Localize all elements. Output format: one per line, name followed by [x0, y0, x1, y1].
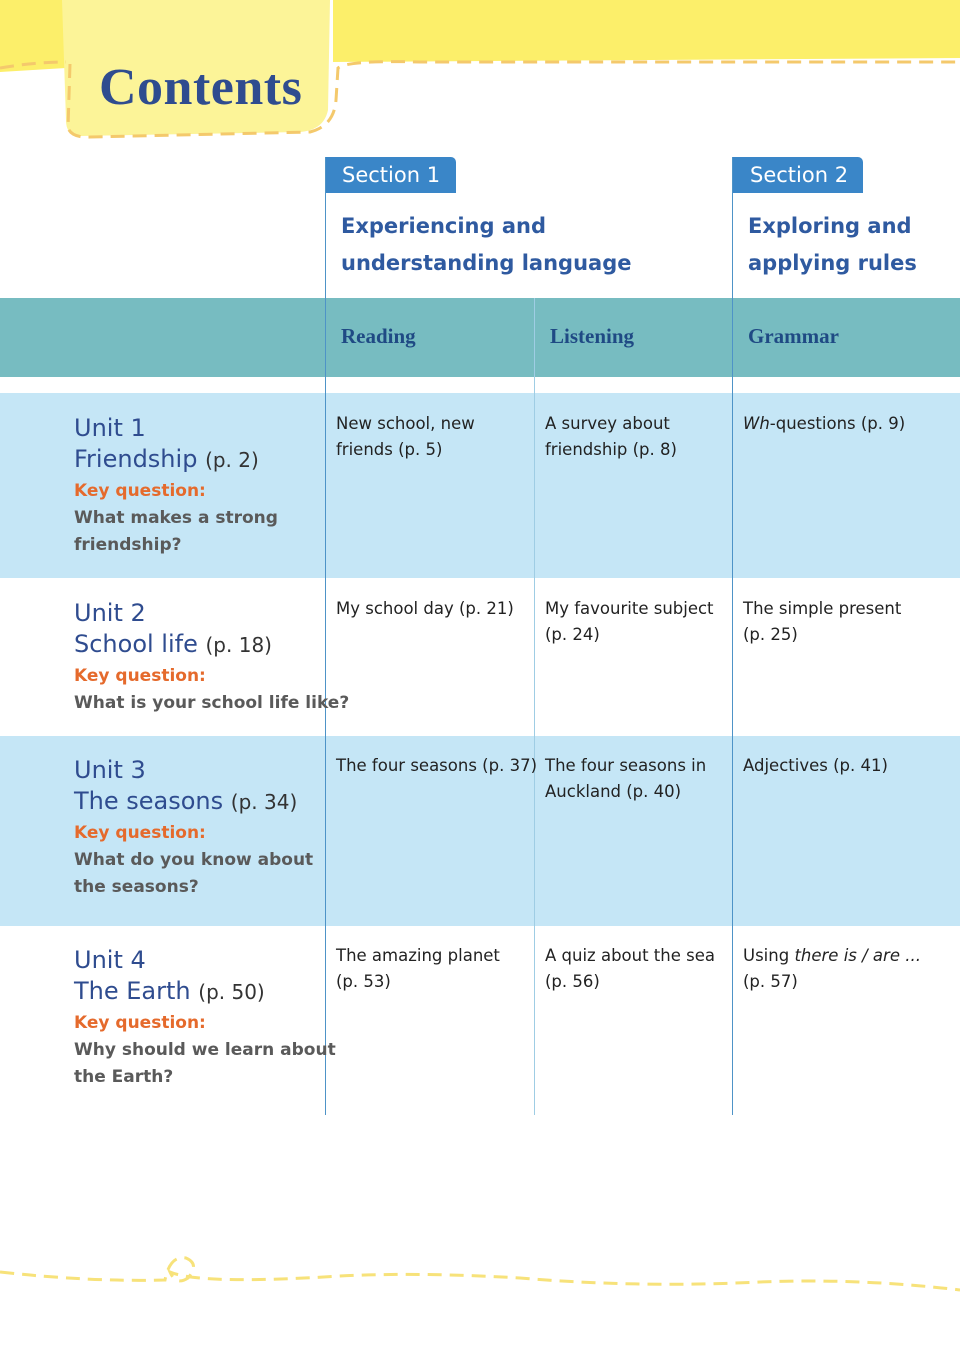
- unit-name: School life: [74, 630, 198, 658]
- page-title: Contents: [99, 59, 303, 116]
- cell-line: Adjectives (p. 41): [743, 756, 888, 775]
- column-header-grammar: Grammar: [748, 324, 839, 348]
- cell-line: My favourite subject: [545, 599, 714, 618]
- unit-name: Friendship: [74, 445, 198, 473]
- unit-number: Unit 1: [74, 414, 146, 442]
- cell-line: (p. 25): [743, 625, 798, 644]
- unit-1-listening: [545, 411, 677, 463]
- cell-line: The four seasons (p. 37): [336, 756, 538, 775]
- column-header-listening: Listening: [550, 324, 635, 348]
- key-question-line: Why should we learn about: [74, 1040, 336, 1060]
- key-question-line: What makes a strong: [74, 508, 278, 528]
- unit-4-reading: [336, 943, 500, 995]
- section-2-description: [748, 208, 917, 282]
- unit-number: Unit 3: [74, 756, 146, 784]
- section-2-desc-line: Exploring and: [748, 214, 912, 238]
- key-question-label: Key question:: [74, 481, 206, 501]
- unit-1-reading: [336, 411, 475, 463]
- cell-line: The amazing planet: [336, 946, 500, 965]
- cell-line: (p. 24): [545, 625, 600, 644]
- section-2-tab: Section 2: [733, 157, 863, 193]
- unit-1-grammar: [743, 411, 905, 437]
- unit-name: The Earth: [74, 977, 191, 1005]
- unit-number: Unit 4: [74, 946, 146, 974]
- cell-line: (p. 56): [545, 972, 600, 991]
- section-1-desc-line: Experiencing and: [341, 214, 547, 238]
- unit-2-listening: [545, 596, 714, 648]
- cell-line: Auckland (p. 40): [545, 782, 682, 801]
- key-question-line: the Earth?: [74, 1067, 174, 1087]
- unit-2-reading: [336, 596, 514, 622]
- unit-1-block: [74, 413, 278, 559]
- unit-4-grammar: [743, 943, 921, 995]
- unit-title: [74, 976, 336, 1008]
- cell-line: The simple present: [743, 599, 902, 618]
- key-question-line: the seasons?: [74, 877, 199, 897]
- cell-line: friends (p. 5): [336, 440, 443, 459]
- key-question-line: friendship?: [74, 535, 182, 555]
- unit-4-listening: [545, 943, 715, 995]
- key-question-label: Key question:: [74, 823, 206, 843]
- unit-page-ref: (p. 50): [198, 980, 265, 1004]
- cell-line: A quiz about the sea: [545, 946, 715, 965]
- unit-title: [74, 786, 313, 818]
- cell-line: The four seasons in: [545, 756, 707, 775]
- cell-line: [743, 943, 921, 969]
- key-question-line: What is your school life like?: [74, 693, 350, 713]
- unit-number: Unit 2: [74, 599, 146, 627]
- cell-line: [743, 411, 905, 437]
- cell-line: (p. 53): [336, 972, 391, 991]
- section-1-description: [341, 208, 631, 282]
- unit-2-grammar: [743, 596, 901, 648]
- key-question-label: Key question:: [74, 666, 206, 686]
- key-question-line: What do you know about: [74, 850, 314, 870]
- unit-name: The seasons: [74, 787, 224, 815]
- cell-text: -questions (p. 9): [769, 414, 906, 433]
- unit-page-ref: (p. 2): [205, 448, 259, 472]
- unit-2-block: [74, 598, 349, 717]
- unit-4-block: [74, 945, 336, 1091]
- unit-3-block: [74, 755, 313, 901]
- italic-term: Wh: [743, 414, 770, 433]
- unit-3-grammar: [743, 753, 888, 779]
- column-header-reading: Reading: [341, 324, 416, 348]
- section-1-desc-line: understanding language: [341, 251, 632, 275]
- column-divider: [534, 298, 535, 1115]
- unit-3-reading: [336, 753, 537, 779]
- cell-line: A survey about: [545, 414, 670, 433]
- cell-line: friendship (p. 8): [545, 440, 677, 459]
- key-question-label: Key question:: [74, 1013, 206, 1033]
- section-1-tab: Section 1: [325, 157, 456, 193]
- cell-line: (p. 57): [743, 972, 798, 991]
- column-divider: [732, 157, 733, 1115]
- unit-3-listening: [545, 753, 706, 805]
- cell-line: New school, new: [336, 414, 475, 433]
- section-2-desc-line: applying rules: [748, 251, 917, 275]
- unit-page-ref: (p. 34): [230, 790, 298, 814]
- unit-title: [74, 444, 278, 476]
- unit-title: [74, 629, 349, 661]
- unit-page-ref: (p. 18): [205, 633, 272, 657]
- cell-text: Using: [743, 946, 795, 965]
- cell-line: My school day (p. 21): [336, 599, 514, 618]
- italic-term: there is / are ...: [794, 946, 921, 965]
